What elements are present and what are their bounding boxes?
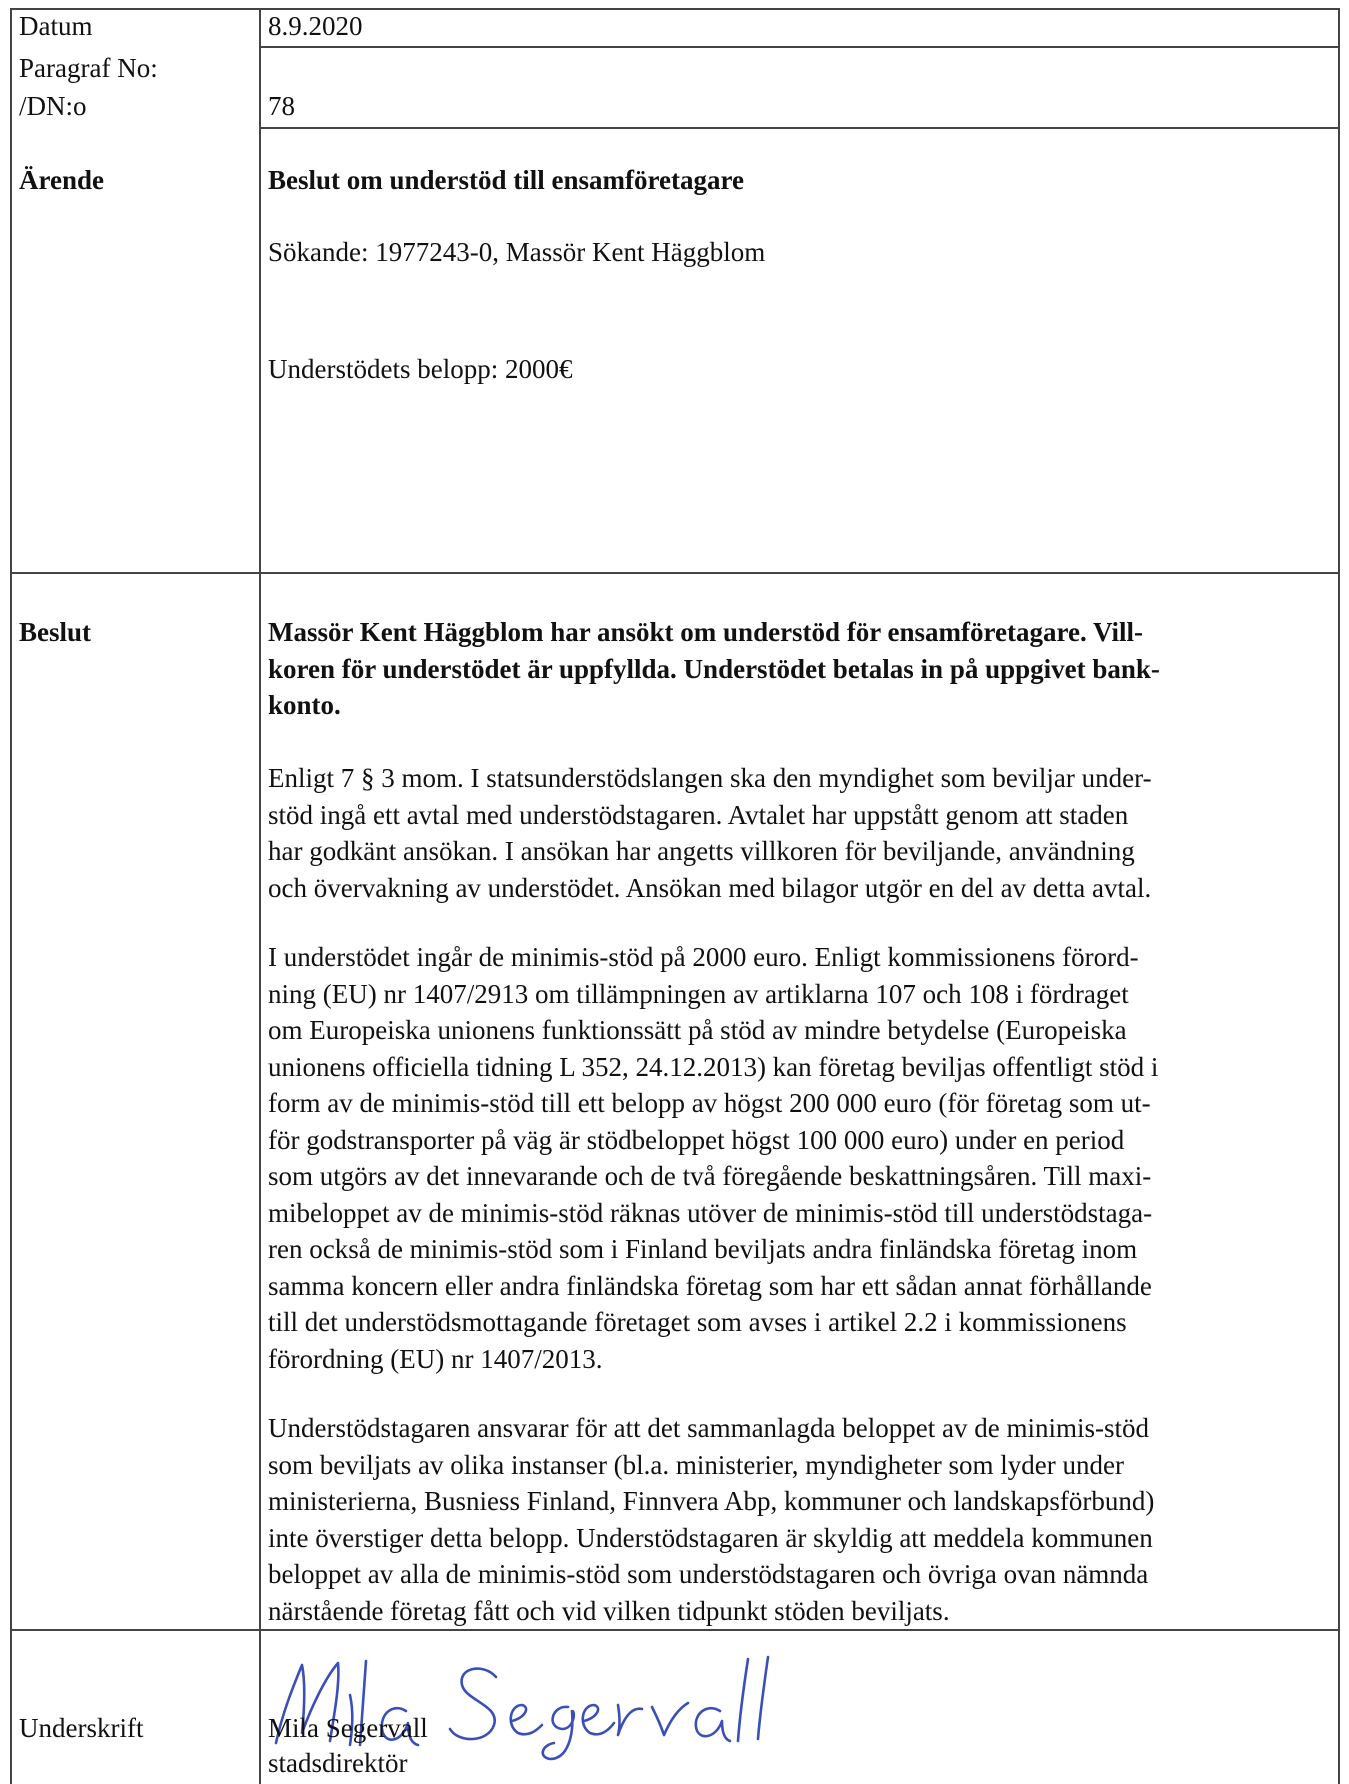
paragraph-line: form av de minimis-stöd till ett belopp av högst 200 000 euro (för företag som ut- (268, 1088, 1151, 1118)
summary-line: koren för understödet är uppfyllda. Understödet betalas in på uppgivet bank- (268, 653, 1160, 684)
sokande-line: Sökande: 1977243-0, Massör Kent Häggblom (268, 237, 766, 267)
paragraph-line: ning (EU) nr 1407/2913 om tillämpningen av artiklarna 107 och 108 i fördraget (268, 978, 1129, 1009)
paragraph-line: stöd ingå ett avtal med understödstagaren. Avtalet har uppstått genom att staden (268, 799, 1129, 830)
signer-title: stadsdirektör (268, 1748, 408, 1778)
paragraph-line: ministerierna, Busniess Finland, Finnvera Abp, kommuner och landskapsförbund) (268, 1486, 1155, 1516)
arende-title: Beslut om understöd till ensamföretagare (268, 165, 744, 195)
underskrift-label: Underskrift (19, 1713, 144, 1743)
arende-label: Ärende (19, 165, 104, 195)
ansvar-paragraph (268, 1410, 1154, 1629)
summary-line: konto. (268, 690, 341, 720)
table-right-border (1338, 8, 1340, 1784)
beslut-label: Beslut (19, 617, 92, 647)
paragraph-line: mibeloppet av de minimis-stöd räknas utöver de minimis-stöd till understödstaga- (268, 1197, 1153, 1228)
summary-line: Massör Kent Häggblom har ansökt om understöd för ensamföretagare. Vill- (268, 617, 1143, 647)
table-left-border (10, 8, 12, 1784)
paragraph-line: och övervakning av understödet. Ansökan med bilagor utgör en del av detta avtal. (268, 872, 1152, 903)
paragraph-line: inte överstiger detta belopp. Understödstagaren är skyldig att meddela kommunen (268, 1522, 1153, 1553)
de-minimis-paragraph (268, 939, 1158, 1377)
belopp-line: Understödets belopp: 2000€ (268, 354, 573, 384)
paragraph-line: samma koncern eller andra finländska företag som har ett sådan annat förhållande (268, 1270, 1152, 1301)
paragraph-line: som utgörs av det innevarande och de två föregående beskattningsåren. Till maxi- (268, 1161, 1152, 1191)
paragraph-line: I understödet ingår de minimis-stöd på 2000 euro. Enligt kommissionens förord- (268, 942, 1139, 972)
paragraph-line: om Europeiska unionens funktionssätt på stöd av mindre betydelse (Europeiska (268, 1015, 1127, 1045)
paragraf-row-divider (259, 127, 1339, 129)
signer-name: Mila Segervall (268, 1713, 428, 1743)
table-top-border (10, 8, 1340, 10)
paragraf-label: Paragraf No: (19, 53, 158, 83)
datum-row-divider (259, 46, 1339, 48)
paragraph-line: som beviljats av olika instanser (bl.a. ministerier, myndigheter som lyder under (268, 1449, 1124, 1480)
paragraph-line: har godkänt ansökan. I ansökan har angetts villkoren för beviljande, användning (268, 836, 1135, 866)
paragraph-line: beloppet av alla de minimis-stöd som understödstagaren och övriga ovan nämnda (268, 1559, 1149, 1589)
paragraf-value: 78 (268, 91, 295, 121)
paragraph-line: för godstransporter på väg är stödbeloppet högst 100 000 euro) under en period (268, 1124, 1125, 1155)
beslut-section-divider (10, 1629, 1340, 1631)
paragraph-line: närstående företag fått och vid vilken tidpunkt stöden beviljats. (268, 1595, 950, 1626)
paragraph-line: till det understödsmottagande företaget som avses i artikel 2.2 i kommissionens (268, 1307, 1127, 1337)
datum-label: Datum (19, 11, 93, 41)
avtal-paragraph (268, 760, 1152, 906)
beslut-summary (268, 614, 1160, 724)
dn-label: /DN:o (19, 91, 87, 121)
paragraph-line: Understödstagaren ansvarar för att det sammanlagda beloppet av de minimis-stöd (268, 1413, 1149, 1443)
datum-value: 8.9.2020 (268, 11, 363, 41)
arende-section-divider (10, 572, 1340, 574)
paragraph-line: Enligt 7 § 3 mom. I statsunderstödslangen ska den myndighet som beviljar under- (268, 763, 1152, 793)
paragraph-line: ren också de minimis-stöd som i Finland beviljats andra finländska företag inom (268, 1234, 1138, 1264)
paragraph-line: unionens officiella tidning L 352, 24.12.2013) kan företag beviljas offentligt stöd i (268, 1051, 1159, 1082)
paragraph-line: förordning (EU) nr 1407/2013. (268, 1343, 603, 1374)
table-column-divider (259, 8, 261, 1784)
